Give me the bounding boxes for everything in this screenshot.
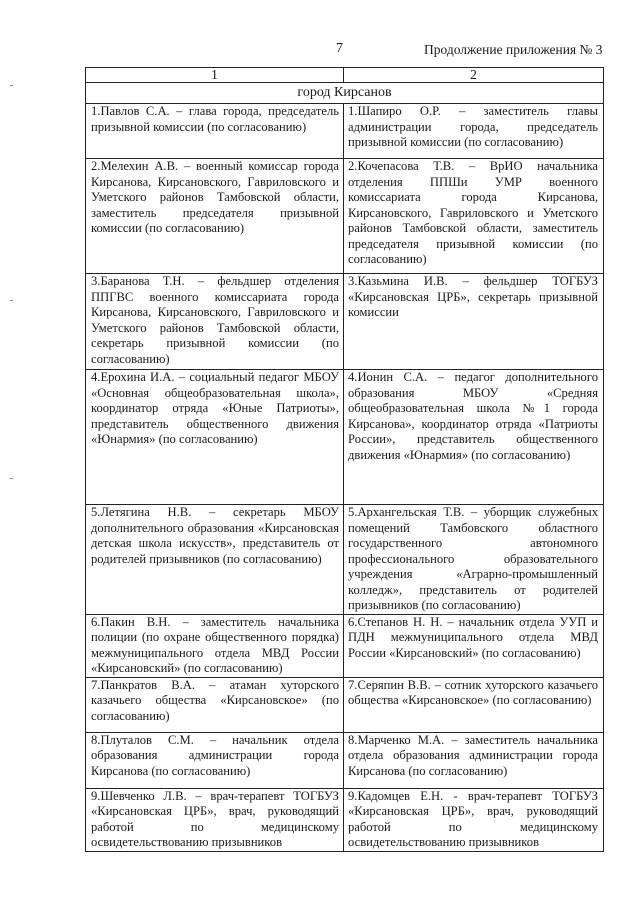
- margin-mark: [10, 478, 13, 479]
- member-right: 2.Кочепасова Т.В. – ВрИО начальника отделения ППШи УМР военного комиссариата города Кирсанова, Кирсановского, Гавриловского и Уметского районов Тамбовской области, заместитель председателя призывной комиссии (по согласованию): [344, 159, 604, 274]
- commission-table: [85, 67, 604, 852]
- table-row: [86, 677, 604, 732]
- continuation-note: Продолжение приложения № 3: [424, 42, 603, 57]
- table-row: [86, 788, 604, 851]
- member-right: 6.Степанов Н. Н. – начальник отдела УУП и ПДН межмуниципального отдела МВД России «Кирсановский» (по согласованию): [344, 614, 604, 677]
- section-title-row: [86, 83, 604, 104]
- member-left: 8.Плуталов С.М. – начальник отдела образования администрации города Кирсанова (по согласованию): [86, 732, 344, 788]
- member-left: 2.Мелехин А.В. – военный комиссар города Кирсанова, Кирсановского, Гавриловского и Уметского районов Тамбовской области, заместитель председателя призывной комиссии (по согласованию): [86, 159, 344, 274]
- table-row: [86, 614, 604, 677]
- member-left: 6.Пакин В.Н. – заместитель начальника полиции (по охране общественного порядка) межмуниципального отдела МВД России «Кирсановский» (по согласованию): [86, 614, 344, 677]
- table-row: [86, 159, 604, 274]
- member-right: 7.Серяпин В.В. – сотник хуторского казачьего общества «Кирсановское» (по согласованию): [344, 677, 604, 732]
- table-row: [86, 732, 604, 788]
- member-right: 5.Архангельская Т.В. – уборщик служебных помещений Тамбовского областного государственного автономного профессионального образовательного учреждения «Аграрно-промышленный колледж», представитель от родителей призывников (по согласованию): [344, 505, 604, 615]
- table-row: [86, 505, 604, 615]
- member-left: 5.Летягина Н.В. – секретарь МБОУ дополнительного образования «Кирсановская детская школа искусств», представитель от родителей призывников (по согласованию): [86, 505, 344, 615]
- member-left: 7.Панкратов В.А. – атаман хуторского казачьего общества «Кирсановское» (по согласованию): [86, 677, 344, 732]
- section-title: город Кирсанов: [86, 83, 604, 104]
- member-left: 3.Баранова Т.Н. – фельдшер отделения ППГВС военного комиссариата города Кирсанова, Кирсановского, Гавриловского и Уметского районов Тамбовской области, секретарь призывной комиссии (по согласованию): [86, 274, 344, 370]
- member-right: 4.Ионин С.А. – педагог дополнительного образования МБОУ «Средняя общеобразовательная школа №1 города Кирсанова», координатор отряда «Патриоты России», представитель общественного движения «Юнармия» (по согласованию): [344, 370, 604, 505]
- member-right: 3.Казьмина И.В. – фельдшер ТОГБУЗ «Кирсановская ЦРБ», секретарь призывной комиссии: [344, 274, 604, 370]
- margin-mark: [10, 85, 13, 86]
- table-row: [86, 104, 604, 159]
- member-left: 1.Павлов С.А. – глава города, председатель призывной комиссии (по согласованию): [86, 104, 344, 159]
- member-right: 8.Марченко М.А. – заместитель начальника отдела образования администрации города Кирсанова (по согласованию): [344, 732, 604, 788]
- member-right: 9.Кадомцев Е.Н. - врач-терапевт ТОГБУЗ «Кирсановская ЦРБ», врач, руководящий работой по медицинскому освидетельствованию призывников: [344, 788, 604, 851]
- margin-mark: [10, 300, 13, 301]
- member-left: 4.Ерохина И.А. – социальный педагог МБОУ «Основная общеобразовательная школа», координатор отряда «Юные Патриоты», представитель общественного движения «Юнармия» (по согласованию): [86, 370, 344, 505]
- member-right: 1.Шапиро О.Р. – заместитель главы администрации города, председатель призывной комиссии (по согласованию): [344, 104, 604, 159]
- column-number-row: [86, 68, 604, 83]
- table-row: [86, 370, 604, 505]
- column-number: 1: [86, 68, 344, 83]
- table-row: [86, 274, 604, 370]
- member-left: 9.Шевченко Л.В. – врач-терапевт ТОГБУЗ «Кирсановская ЦРБ», врач, руководящий работой по медицинскому освидетельствованию призывников: [86, 788, 344, 851]
- page-number: 7: [336, 41, 343, 56]
- column-number: 2: [344, 68, 604, 83]
